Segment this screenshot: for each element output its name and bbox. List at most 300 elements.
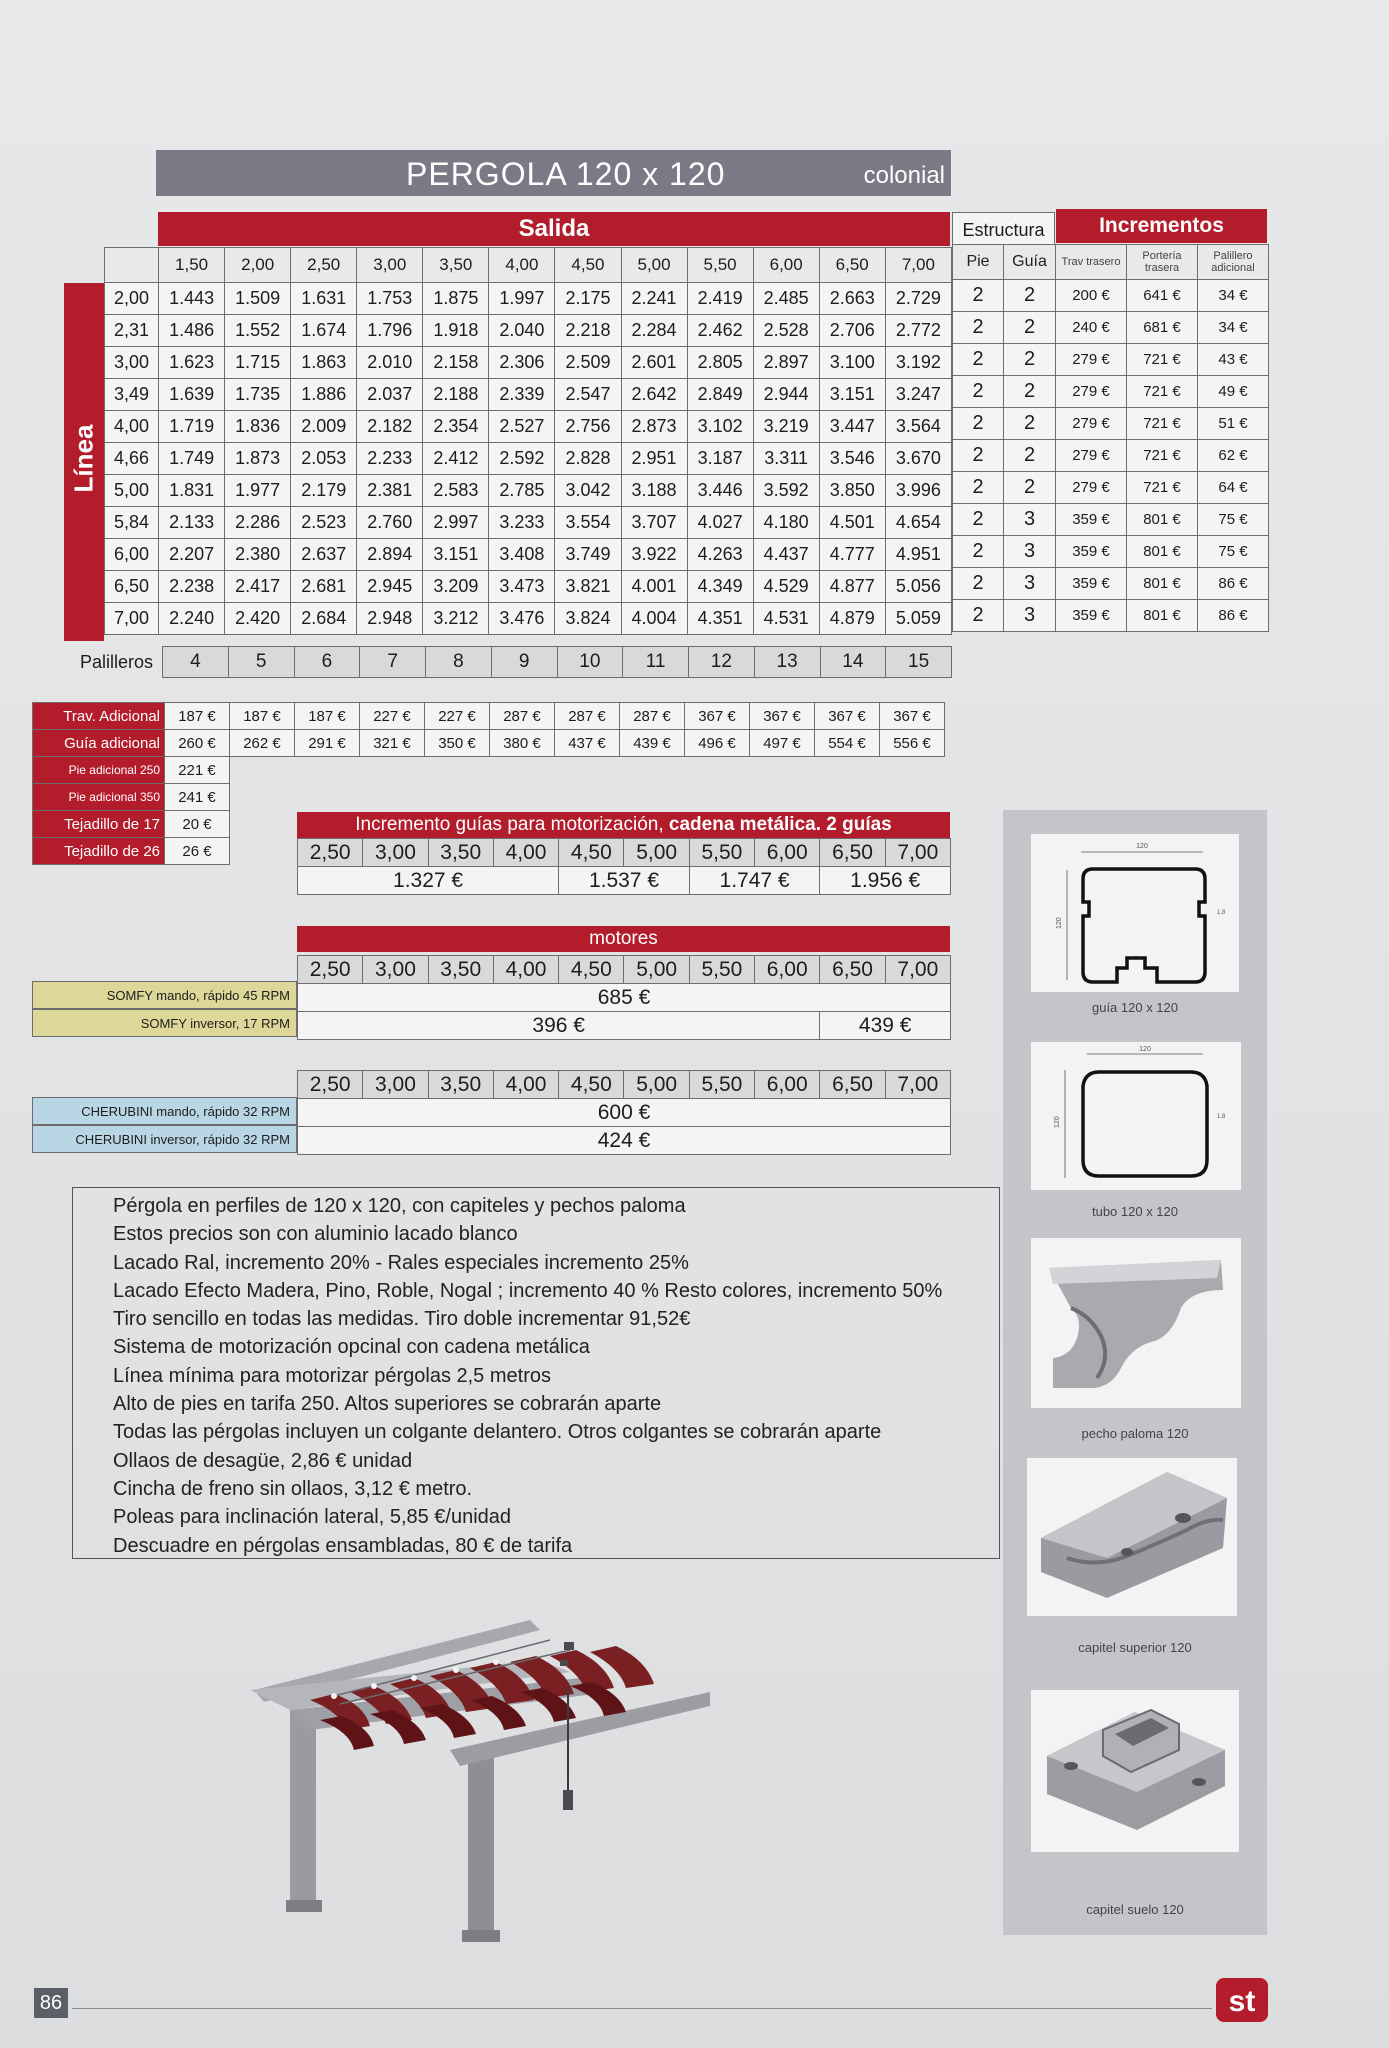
note-line: Ollaos de desagüe, 2,86 € unidad xyxy=(113,1449,413,1472)
linea-row-header: 6,50 xyxy=(105,571,159,603)
linea-row-header: 6,00 xyxy=(105,539,159,571)
somfy-inversor-price: 396 € xyxy=(298,1012,820,1040)
extra-price-cell: 187 € xyxy=(295,703,360,730)
price-cell: 1.863 xyxy=(291,347,357,379)
cherubini-mando-label: CHERUBINI mando, rápido 32 RPM xyxy=(32,1097,297,1125)
price-cell: 4.027 xyxy=(687,507,753,539)
price-cell: 2.339 xyxy=(489,379,555,411)
linea-label-block xyxy=(64,283,104,641)
price-cell: 4.501 xyxy=(819,507,885,539)
price-cell: 4.004 xyxy=(621,603,687,635)
price-cell: 3.850 xyxy=(819,475,885,507)
palillero-count-cell: 12 xyxy=(689,647,755,678)
length-column-header: 4,50 xyxy=(559,839,624,867)
length-column-header: 5,00 xyxy=(624,1071,689,1099)
price-cell: 4.351 xyxy=(687,603,753,635)
table-row xyxy=(953,440,1269,472)
length-column-header: 6,50 xyxy=(820,839,885,867)
price-cell: 3.151 xyxy=(819,379,885,411)
price-cell: 2.509 xyxy=(555,347,621,379)
price-cell: 3.188 xyxy=(621,475,687,507)
extra-price-cell: 26 € xyxy=(165,838,230,865)
capitel-suelo-drawing xyxy=(1031,1690,1239,1852)
length-column-header: 3,50 xyxy=(428,1071,493,1099)
linea-row-header: 3,49 xyxy=(105,379,159,411)
increment-cell: 721 € xyxy=(1127,440,1198,472)
length-header-row xyxy=(298,839,951,867)
pie-count-cell: 2 xyxy=(953,408,1004,440)
length-header-row xyxy=(298,1071,951,1099)
increment-cell: 681 € xyxy=(1127,312,1198,344)
price-cell: 2.485 xyxy=(753,283,819,315)
price-cell: 2.642 xyxy=(621,379,687,411)
length-column-header: 7,00 xyxy=(885,839,950,867)
table-row xyxy=(953,472,1269,504)
price-cell: 3.446 xyxy=(687,475,753,507)
cherubini-table xyxy=(297,1070,951,1155)
palillero-count-cell: 7 xyxy=(360,647,426,678)
table-row xyxy=(105,603,952,635)
price-cell: 2.894 xyxy=(357,539,423,571)
extra-price-cell: 241 € xyxy=(165,784,230,811)
table-row xyxy=(953,408,1269,440)
price-cell: 4.263 xyxy=(687,539,753,571)
price-cell: 3.102 xyxy=(687,411,753,443)
price-cell: 2.637 xyxy=(291,539,357,571)
salida-column-header: 1,50 xyxy=(159,248,225,283)
length-column-header: 6,00 xyxy=(755,1071,820,1099)
extra-price-cell: 437 € xyxy=(555,730,620,757)
motores-title: motores xyxy=(589,928,658,949)
price-cell: 3.546 xyxy=(819,443,885,475)
note-line: Alto de pies en tarifa 250. Altos superiores se cobrarán aparte xyxy=(113,1393,662,1416)
price-cell: 2.233 xyxy=(357,443,423,475)
price-cell: 3.670 xyxy=(885,443,951,475)
increment-cell: 279 € xyxy=(1056,344,1127,376)
capitel-suelo-caption: capitel suelo 120 xyxy=(1086,1902,1184,1917)
price-cell: 3.187 xyxy=(687,443,753,475)
price-cell: 2.238 xyxy=(159,571,225,603)
price-cell: 3.311 xyxy=(753,443,819,475)
extras-row xyxy=(33,784,945,811)
motor-guides-title-b: cadena metálica. 2 guías xyxy=(668,814,892,835)
increment-cell: 721 € xyxy=(1127,376,1198,408)
price-cell: 3.554 xyxy=(555,507,621,539)
increment-column-header: Portería trasera xyxy=(1127,245,1198,280)
estructura-header xyxy=(952,212,1055,246)
increment-cell: 86 € xyxy=(1198,600,1269,632)
length-column-header: 4,50 xyxy=(559,1071,624,1099)
table-row xyxy=(953,344,1269,376)
brand-logo xyxy=(1216,1978,1268,2022)
note-line: Todas las pérgolas incluyen un colgante delantero. Otros colgantes se cobrarán aparte xyxy=(113,1421,882,1444)
price-cell: 1.873 xyxy=(225,443,291,475)
motor-guides-title-a: Incremento guías para motorización, xyxy=(355,814,664,835)
extra-price-cell: 221 € xyxy=(165,757,230,784)
guia-count-cell: 3 xyxy=(1004,536,1056,568)
price-cell: 2.849 xyxy=(687,379,753,411)
extras-row xyxy=(33,703,945,730)
note-line: Lacado Efecto Madera, Pino, Roble, Nogal ; incremento 40 % Resto colores, incremento 50% xyxy=(113,1279,943,1302)
tubo-caption: tubo 120 x 120 xyxy=(1091,1204,1179,1219)
salida-column-header: 3,50 xyxy=(423,248,489,283)
price-cell: 2.663 xyxy=(819,283,885,315)
price-cell: 4.777 xyxy=(819,539,885,571)
guia-caption: guía 120 x 120 xyxy=(1091,1000,1179,1015)
pie-count-cell: 2 xyxy=(953,536,1004,568)
price-cell: 3.408 xyxy=(489,539,555,571)
salida-header xyxy=(158,212,950,246)
price-cell: 2.951 xyxy=(621,443,687,475)
price-cell: 2.760 xyxy=(357,507,423,539)
cherubini-inversor-price: 424 € xyxy=(298,1127,951,1155)
length-column-header: 4,00 xyxy=(493,956,558,984)
length-header-row xyxy=(298,956,951,984)
note-line: Pérgola en perfiles de 120 x 120, con capiteles y pechos paloma xyxy=(113,1195,686,1217)
table-row xyxy=(953,568,1269,600)
price-cell: 3.233 xyxy=(489,507,555,539)
length-column-header: 2,50 xyxy=(298,839,363,867)
increment-cell: 721 € xyxy=(1127,408,1198,440)
table-row xyxy=(105,443,952,475)
increment-cell: 34 € xyxy=(1198,280,1269,312)
pecho-paloma-caption: pecho paloma 120 xyxy=(1081,1426,1189,1441)
length-column-header: 4,00 xyxy=(493,1071,558,1099)
increment-cell: 51 € xyxy=(1198,408,1269,440)
price-cell: 2.528 xyxy=(753,315,819,347)
increment-column-header: Palillero adicional xyxy=(1198,245,1269,280)
price-cell: 4.654 xyxy=(885,507,951,539)
extra-label: Tejadillo de 26 xyxy=(33,838,165,865)
capitel-suelo-image xyxy=(1031,1690,1239,1852)
structure-increments-table xyxy=(952,244,1269,632)
table-row xyxy=(105,571,952,603)
price-cell: 1.639 xyxy=(159,379,225,411)
price-cell: 1.796 xyxy=(357,315,423,347)
price-cell: 1.918 xyxy=(423,315,489,347)
guia-count-cell: 2 xyxy=(1004,312,1056,344)
somfy-mando-label: SOMFY mando, rápido 45 RPM xyxy=(32,981,297,1009)
brand-logo-text: st xyxy=(1228,1985,1256,2018)
capitel-superior-caption: capitel superior 120 xyxy=(1078,1640,1192,1655)
price-cell: 1.674 xyxy=(291,315,357,347)
extra-label: Pie adicional 350 xyxy=(33,784,165,811)
note-line: Cincha de freno sin ollaos, 3,12 € metro. xyxy=(113,1477,473,1500)
length-column-header: 4,00 xyxy=(493,839,558,867)
price-cell: 1.836 xyxy=(225,411,291,443)
price-cell: 3.247 xyxy=(885,379,951,411)
length-column-header: 5,50 xyxy=(689,839,754,867)
extra-price-cell: 497 € xyxy=(750,730,815,757)
price-cell: 2.873 xyxy=(621,411,687,443)
price-cell: 1.875 xyxy=(423,283,489,315)
price-cell: 2.997 xyxy=(423,507,489,539)
length-column-header: 5,50 xyxy=(689,1071,754,1099)
price-cell: 2.601 xyxy=(621,347,687,379)
guia-count-cell: 3 xyxy=(1004,600,1056,632)
linea-row-header: 5,00 xyxy=(105,475,159,507)
price-cell: 2.182 xyxy=(357,411,423,443)
palillero-count-cell: 13 xyxy=(754,647,820,678)
estructura-header-row xyxy=(953,245,1269,280)
price-cell: 1.509 xyxy=(225,283,291,315)
guia-count-cell: 2 xyxy=(1004,440,1056,472)
linea-label: Línea xyxy=(68,424,99,493)
length-column-header: 6,00 xyxy=(755,956,820,984)
palillero-count-cell: 9 xyxy=(491,647,557,678)
price-cell: 3.209 xyxy=(423,571,489,603)
linea-row-header: 4,66 xyxy=(105,443,159,475)
extra-label: Trav. Adicional xyxy=(33,703,165,730)
length-column-header: 3,00 xyxy=(363,956,428,984)
somfy-mando-price: 685 € xyxy=(298,984,951,1012)
price-cell: 3.151 xyxy=(423,539,489,571)
price-cell: 3.473 xyxy=(489,571,555,603)
price-cell: 2.897 xyxy=(753,347,819,379)
price-cell: 2.547 xyxy=(555,379,621,411)
estructura-column-header: Pie xyxy=(953,245,1004,280)
note-line: Descuadre en pérgolas ensambladas, 80 € de tarifa xyxy=(113,1534,573,1557)
pie-count-cell: 2 xyxy=(953,440,1004,472)
somfy-inversor-label: SOMFY inversor, 17 RPM xyxy=(32,1009,297,1037)
price-cell: 2.207 xyxy=(159,539,225,571)
dim-label-top: 120 xyxy=(1139,1046,1151,1053)
price-cell: 3.100 xyxy=(819,347,885,379)
price-cell: 3.447 xyxy=(819,411,885,443)
guia-count-cell: 2 xyxy=(1004,408,1056,440)
increment-cell: 359 € xyxy=(1056,568,1127,600)
incrementos-header xyxy=(1056,209,1267,243)
pie-count-cell: 2 xyxy=(953,344,1004,376)
price-cell: 1.886 xyxy=(291,379,357,411)
price-cell: 3.212 xyxy=(423,603,489,635)
price-cell: 2.218 xyxy=(555,315,621,347)
price-cell: 4.437 xyxy=(753,539,819,571)
price-cell: 2.772 xyxy=(885,315,951,347)
table-row xyxy=(105,507,952,539)
price-cell: 2.354 xyxy=(423,411,489,443)
pie-count-cell: 2 xyxy=(953,312,1004,344)
salida-column-header: 6,50 xyxy=(819,248,885,283)
palillero-count-cell: 5 xyxy=(228,647,294,678)
price-cell: 2.380 xyxy=(225,539,291,571)
guia-count-cell: 2 xyxy=(1004,376,1056,408)
extra-label: Tejadillo de 17 xyxy=(33,811,165,838)
price-cell: 2.706 xyxy=(819,315,885,347)
incrementos-label: Incrementos xyxy=(1099,214,1224,237)
palillero-count-cell: 4 xyxy=(163,647,229,678)
linea-row-header: 2,00 xyxy=(105,283,159,315)
motor-guide-price: 1.327 € xyxy=(298,867,559,895)
price-cell: 2.179 xyxy=(291,475,357,507)
price-cell: 2.286 xyxy=(225,507,291,539)
increment-cell: 86 € xyxy=(1198,568,1269,600)
table-row xyxy=(105,411,952,443)
table-row xyxy=(105,283,952,315)
length-column-header: 6,50 xyxy=(820,956,885,984)
palilleros-label: Palilleros xyxy=(80,652,154,672)
extra-price-cell: 556 € xyxy=(880,730,945,757)
extra-label: Pie adicional 250 xyxy=(33,757,165,784)
length-column-header: 3,50 xyxy=(428,839,493,867)
price-cell: 2.037 xyxy=(357,379,423,411)
palillero-count-cell: 14 xyxy=(820,647,886,678)
palillero-count-cell: 6 xyxy=(294,647,360,678)
motores-header xyxy=(297,926,950,952)
extra-price-cell: 227 € xyxy=(425,703,490,730)
note-line: Línea mínima para motorizar pérgolas 2,5 metros xyxy=(113,1364,551,1387)
motor-guides-header xyxy=(297,812,950,838)
price-cell: 2.583 xyxy=(423,475,489,507)
guia-profile-image xyxy=(1031,834,1239,992)
table-row xyxy=(953,600,1269,632)
price-cell: 1.631 xyxy=(291,283,357,315)
price-cell: 2.681 xyxy=(291,571,357,603)
somfy-table xyxy=(297,955,951,1040)
extra-price-cell: 367 € xyxy=(880,703,945,730)
price-cell: 4.531 xyxy=(753,603,819,635)
length-column-header: 7,00 xyxy=(885,956,950,984)
increment-cell: 359 € xyxy=(1056,600,1127,632)
price-cell: 2.527 xyxy=(489,411,555,443)
price-cell: 3.564 xyxy=(885,411,951,443)
table-row xyxy=(953,376,1269,408)
price-cell: 2.523 xyxy=(291,507,357,539)
price-cell: 4.349 xyxy=(687,571,753,603)
capitel-superior-image xyxy=(1027,1458,1237,1616)
extra-price-cell: 187 € xyxy=(165,703,230,730)
guia-count-cell: 3 xyxy=(1004,504,1056,536)
linea-row-header: 7,00 xyxy=(105,603,159,635)
extra-label: Guía adicional xyxy=(33,730,165,757)
title-bar xyxy=(156,150,951,196)
salida-column-header: 2,50 xyxy=(291,248,357,283)
price-cell: 1.753 xyxy=(357,283,423,315)
motor-guide-price: 1.537 € xyxy=(559,867,690,895)
price-cell: 1.831 xyxy=(159,475,225,507)
price-cell: 3.192 xyxy=(885,347,951,379)
estructura-column-header: Guía xyxy=(1004,245,1056,280)
linea-row-header: 5,84 xyxy=(105,507,159,539)
length-column-header: 3,00 xyxy=(363,839,428,867)
price-cell: 5.056 xyxy=(885,571,951,603)
linea-row-header: 3,00 xyxy=(105,347,159,379)
length-column-header: 4,50 xyxy=(559,956,624,984)
price-cell: 2.462 xyxy=(687,315,753,347)
price-cell: 4.180 xyxy=(753,507,819,539)
table-row xyxy=(105,475,952,507)
note-line: Estos precios son con aluminio lacado blanco xyxy=(113,1223,518,1246)
increment-cell: 359 € xyxy=(1056,504,1127,536)
length-column-header: 3,00 xyxy=(363,1071,428,1099)
price-cell: 3.476 xyxy=(489,603,555,635)
length-column-header: 6,50 xyxy=(820,1071,885,1099)
salida-column-header: 7,00 xyxy=(885,248,951,283)
palillero-count-cell: 8 xyxy=(426,647,492,678)
price-cell: 2.412 xyxy=(423,443,489,475)
length-column-header: 6,00 xyxy=(755,839,820,867)
guia-count-cell: 2 xyxy=(1004,344,1056,376)
profiles-sidebar xyxy=(1003,810,1267,1935)
increment-cell: 75 € xyxy=(1198,536,1269,568)
corner-cell xyxy=(105,248,159,283)
increment-cell: 75 € xyxy=(1198,504,1269,536)
price-cell: 3.922 xyxy=(621,539,687,571)
price-cell: 2.381 xyxy=(357,475,423,507)
price-cell: 2.133 xyxy=(159,507,225,539)
linea-row-header: 2,31 xyxy=(105,315,159,347)
pecho-paloma-image xyxy=(1031,1238,1241,1408)
price-cell: 1.997 xyxy=(489,283,555,315)
price-cell: 2.805 xyxy=(687,347,753,379)
price-cell: 3.821 xyxy=(555,571,621,603)
estructura-label: Estructura xyxy=(962,220,1045,240)
increment-cell: 240 € xyxy=(1056,312,1127,344)
extra-price-cell: 367 € xyxy=(815,703,880,730)
length-column-header: 2,50 xyxy=(298,1071,363,1099)
dim-label-side: 120 xyxy=(1056,917,1063,929)
price-cell: 2.175 xyxy=(555,283,621,315)
salida-label: Salida xyxy=(518,215,590,242)
price-cell: 4.951 xyxy=(885,539,951,571)
salida-column-header: 4,00 xyxy=(489,248,555,283)
salida-column-header: 5,00 xyxy=(621,248,687,283)
extra-price-cell: 367 € xyxy=(685,703,750,730)
price-cell: 1.735 xyxy=(225,379,291,411)
palillero-count-cell: 11 xyxy=(623,647,689,678)
price-table xyxy=(104,247,952,635)
price-cell: 2.828 xyxy=(555,443,621,475)
extra-price-cell: 260 € xyxy=(165,730,230,757)
price-cell: 2.040 xyxy=(489,315,555,347)
page-subtitle: colonial xyxy=(863,162,945,189)
price-cell: 2.419 xyxy=(687,283,753,315)
note-line: Lacado Ral, incremento 20% - Rales especiales incremento 25% xyxy=(113,1251,689,1274)
notes-box xyxy=(72,1187,1000,1559)
salida-column-header: 3,00 xyxy=(357,248,423,283)
increment-cell: 359 € xyxy=(1056,536,1127,568)
pie-count-cell: 2 xyxy=(953,280,1004,312)
table-row xyxy=(105,347,952,379)
price-cell: 2.009 xyxy=(291,411,357,443)
price-cell: 2.306 xyxy=(489,347,555,379)
salida-column-header: 2,00 xyxy=(225,248,291,283)
price-cell: 3.824 xyxy=(555,603,621,635)
dim-label-small: 1,8 xyxy=(1217,910,1226,916)
motor-guide-price: 1.956 € xyxy=(820,867,951,895)
pie-count-cell: 2 xyxy=(953,600,1004,632)
extra-price-cell: 496 € xyxy=(685,730,750,757)
increment-cell: 641 € xyxy=(1127,280,1198,312)
extra-price-cell: 291 € xyxy=(295,730,360,757)
pie-count-cell: 2 xyxy=(953,376,1004,408)
price-cell: 3.996 xyxy=(885,475,951,507)
price-cell: 2.053 xyxy=(291,443,357,475)
increment-cell: 721 € xyxy=(1127,472,1198,504)
price-cell: 2.284 xyxy=(621,315,687,347)
price-cell: 2.785 xyxy=(489,475,555,507)
note-line: Tiro sencillo en todas las medidas. Tiro doble incrementar 91,52€ xyxy=(113,1308,691,1331)
price-cell: 1.486 xyxy=(159,315,225,347)
cherubini-mando-price: 600 € xyxy=(298,1099,951,1127)
increment-cell: 801 € xyxy=(1127,536,1198,568)
price-cell: 5.059 xyxy=(885,603,951,635)
price-cell: 2.684 xyxy=(291,603,357,635)
price-cell: 2.010 xyxy=(357,347,423,379)
price-cell: 2.756 xyxy=(555,411,621,443)
pie-count-cell: 2 xyxy=(953,472,1004,504)
price-cell: 1.749 xyxy=(159,443,225,475)
